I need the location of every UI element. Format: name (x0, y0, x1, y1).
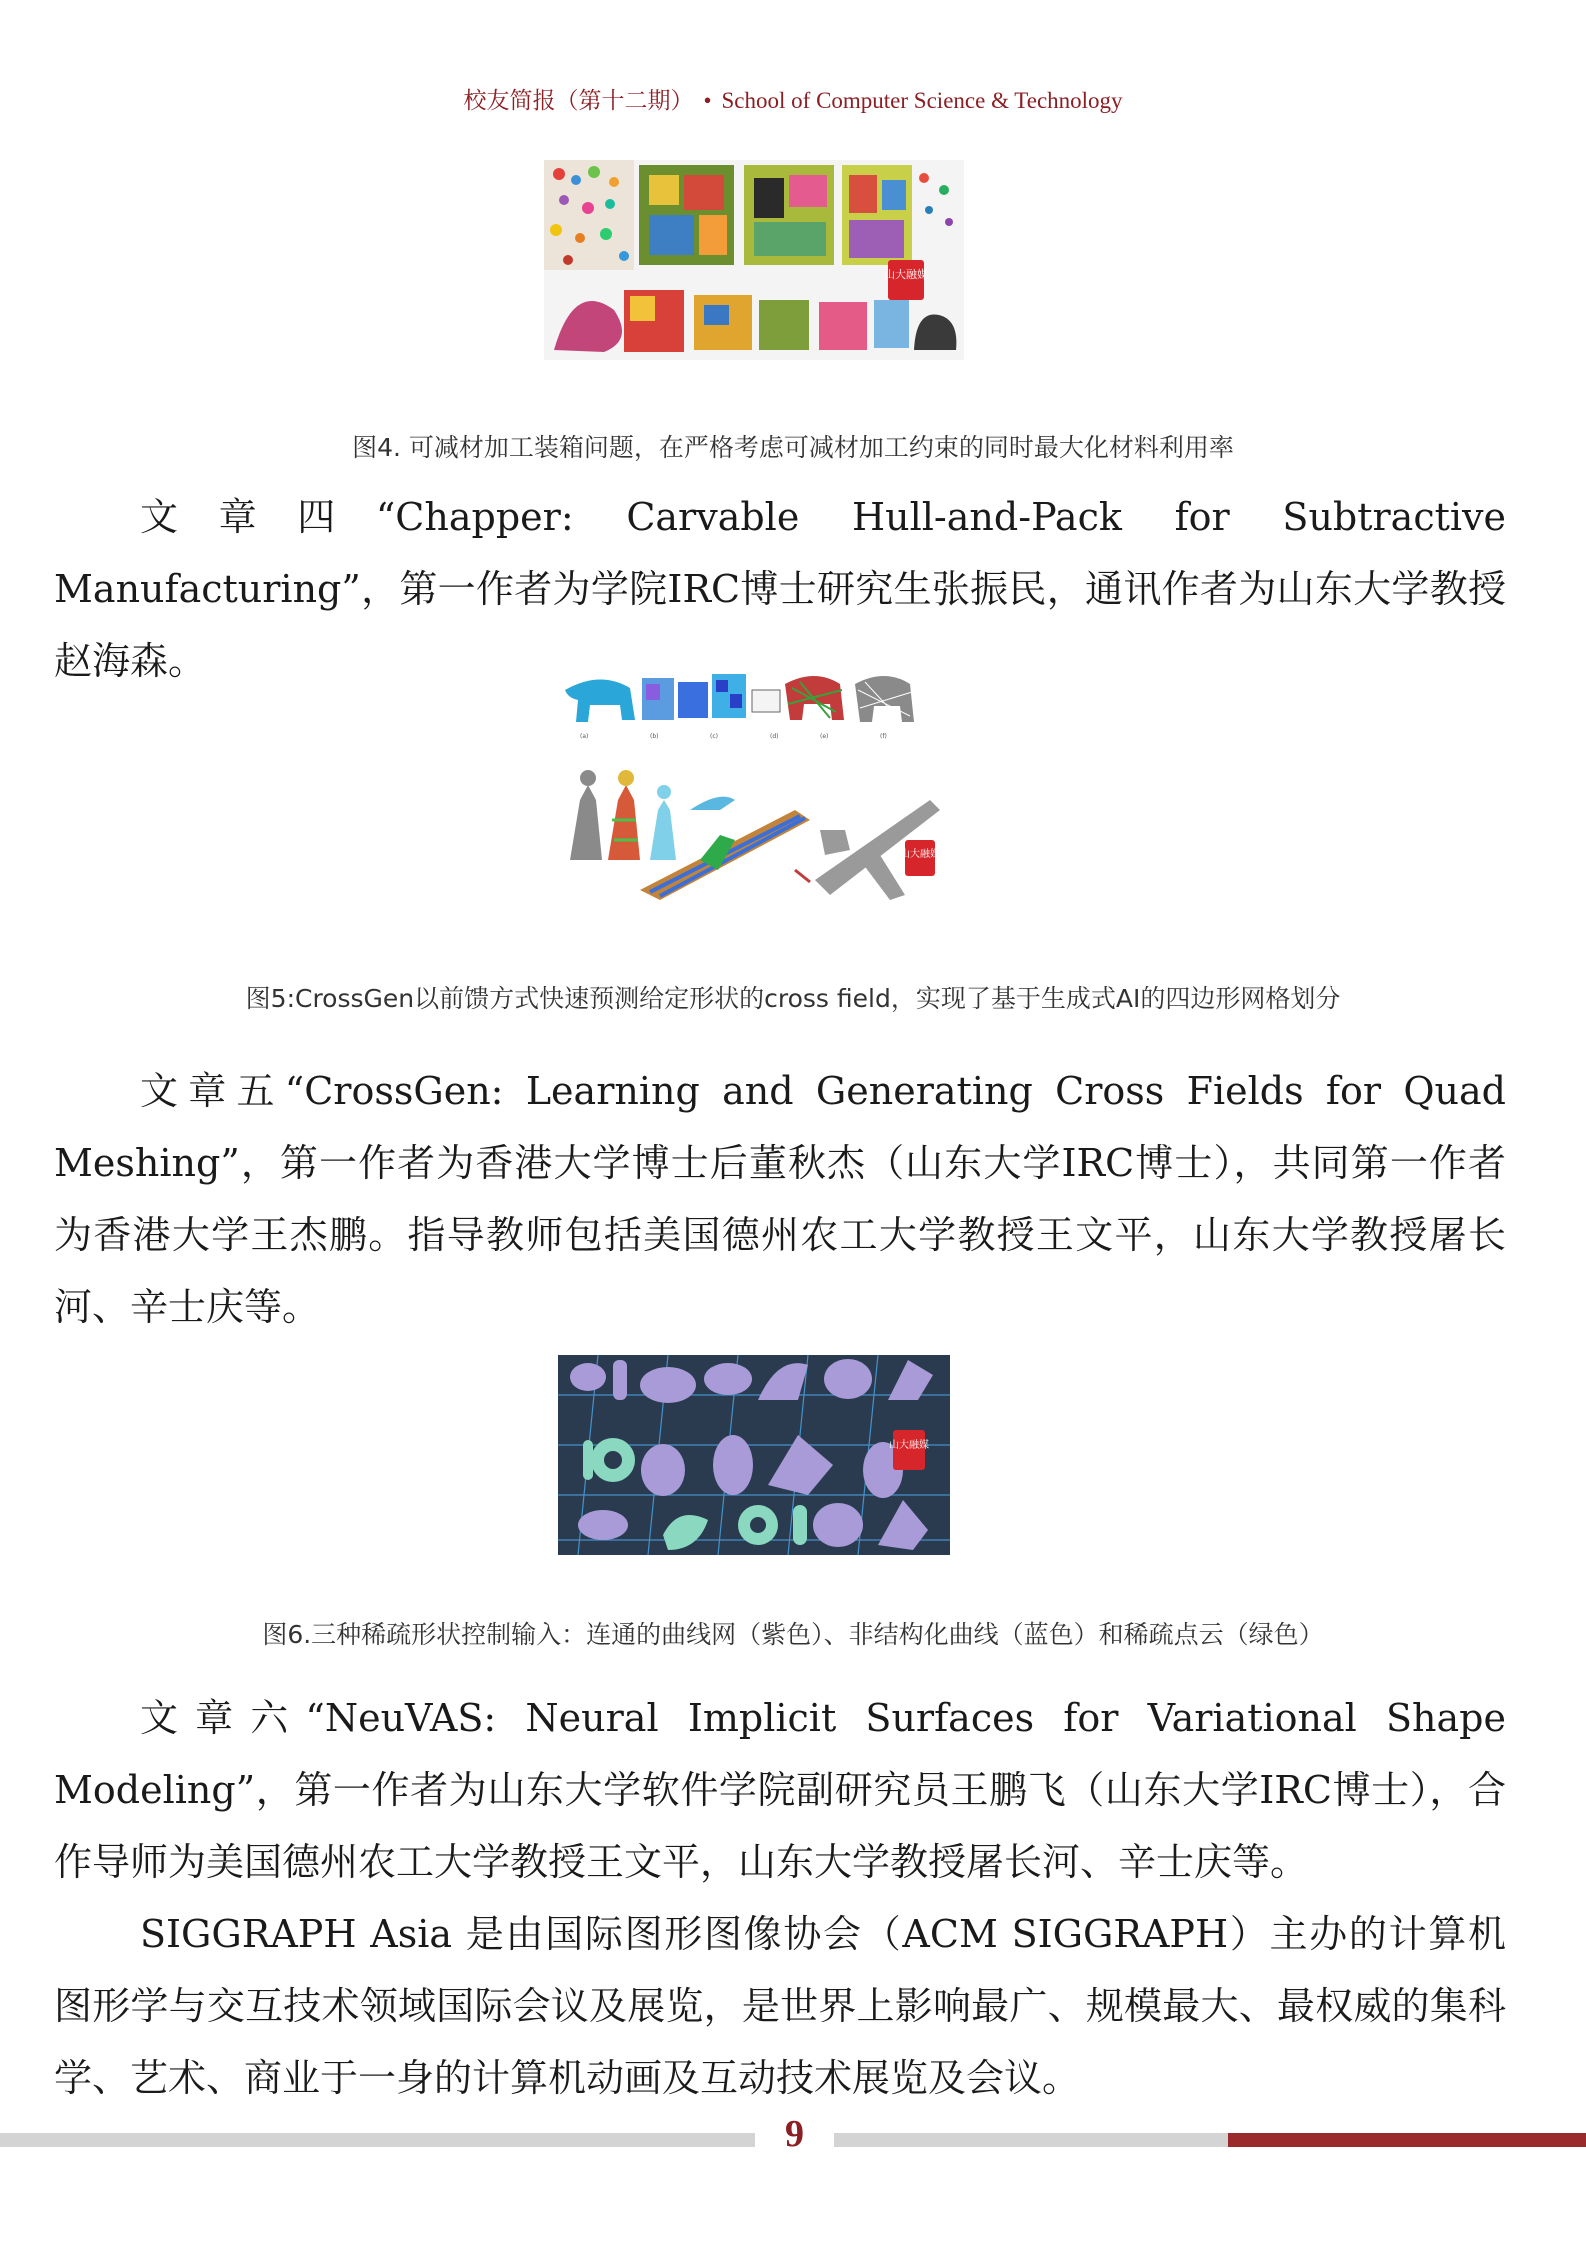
figure-5-image (560, 660, 945, 910)
svg-text:(f): (f) (880, 733, 887, 740)
figure-4-image (544, 160, 964, 360)
page-header (0, 82, 1586, 115)
header-issue: 校友简报（第十二期） (463, 88, 694, 113)
svg-text:(a): (a) (580, 733, 589, 740)
figure-6-image (558, 1355, 950, 1555)
footer-rule-right (834, 2133, 1228, 2147)
figure-6-badge-top: 山大融媒 (889, 1440, 929, 1451)
svg-text:(e): (e) (820, 733, 829, 740)
footer-rule-left (0, 2133, 755, 2147)
svg-text:(d): (d) (770, 733, 779, 740)
paragraph-article-6: 文章六“NeuVAS: Neural Implicit Surfaces for Variational Shape Modeling”，第一作者为山东大学软件学院副研究员王鹏飞（山东大学IRC博士），合作导师为美国德州农工大学教授王文平，山东大学教授屠长河、辛士庆等。 (54, 1696, 1506, 1884)
svg-text:(b): (b) (650, 733, 659, 740)
footer-accent-bar (1228, 2133, 1586, 2147)
header-school: School of Computer Science & Technology (721, 88, 1123, 113)
paragraph-article-5: 文章五“CrossGen: Learning and Generating Cross Fields for Quad Meshing”，第一作者为香港大学博士后董秋杰（山东大学IRC博士），共同第一作者为香港大学王杰鹏。指导教师包括美国德州农工大学教授王文平，山东大学教授屠长河、辛士庆等。 (54, 1069, 1506, 1329)
figure-4-badge-top: 山大融媒 (884, 268, 928, 281)
figure-5-badge-top: 山大融媒 (900, 849, 940, 860)
figure-6-caption: 图6.三种稀疏形状控制输入：连通的曲线网（紫色）、非结构化曲线（蓝色）和稀疏点云（绿色） (262, 1620, 1324, 1649)
svg-text:(c): (c) (710, 733, 718, 740)
figure-4-caption: 图4. 可减材加工装箱问题，在严格考虑可减材加工约束的同时最大化材料利用率 (352, 433, 1234, 462)
page-number: 9 (785, 2113, 804, 2155)
figure-5-caption: 图5:CrossGen以前馈方式快速预测给定形状的cross field，实现了基于生成式AI的四边形网格划分 (245, 984, 1341, 1013)
paragraph-article-4: 文章四“Chapper: Carvable Hull-and-Pack for Subtractive Manufacturing”，第一作者为学院IRC博士研究生张振民，通讯作者为山东大学教授赵海森。 (54, 495, 1506, 683)
paragraph-siggraph-asia: SIGGRAPH Asia 是由国际图形图像协会（ACM SIGGRAPH）主办的计算机图形学与交互技术领域国际会议及展览，是世界上影响最广、规模最大、最权威的集科学、艺术、商业于一身的计算机动画及互动技术展览及会议。 (54, 1912, 1506, 2100)
header-separator: • (703, 88, 712, 113)
